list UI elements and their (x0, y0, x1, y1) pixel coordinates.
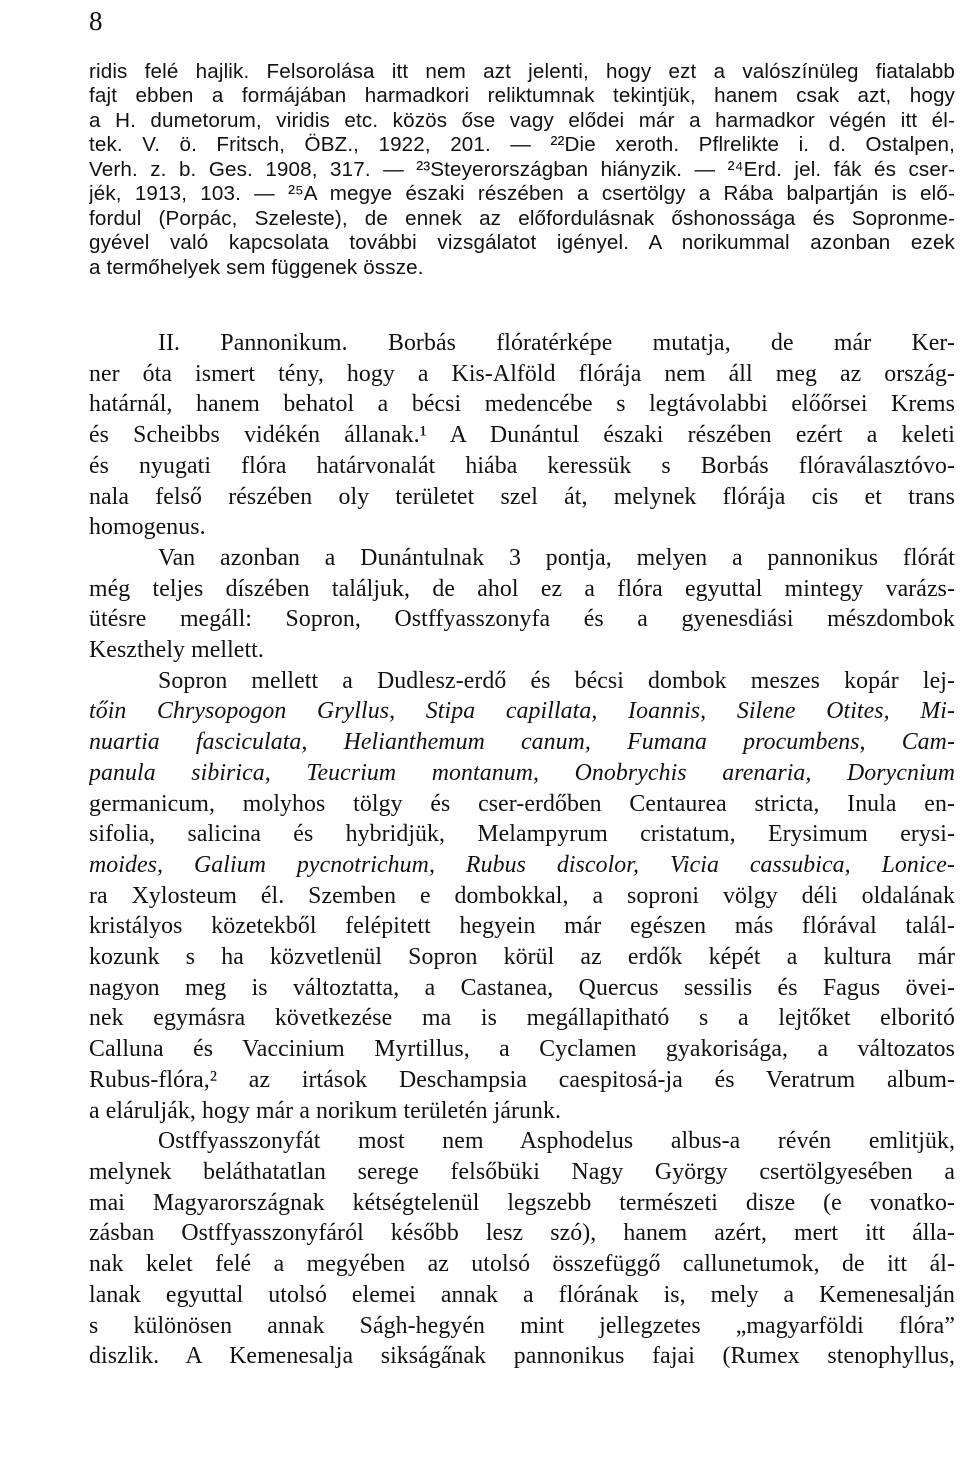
body-line: tőin Chrysopogon Gryllus, Stipa capillata, Ioannis, Silene Otites, Mi- (89, 698, 955, 725)
footnote-line: jék, 1913, 103. — ²⁵A megye északi részében a csertölgy a Rába balpartján is elő- (89, 182, 955, 206)
body-line: moides, Galium pycnotrichum, Rubus discolor, Vicia cassubica, Lonice- (89, 851, 955, 878)
body-line: és Scheibbs vidékén állanak.¹ A Dunántul északi részében ezért a keleti (89, 422, 955, 449)
body-line: kristályos közetekből felépitett hegyein már egészen más flórával talál- (89, 913, 955, 940)
main-text (89, 328, 955, 1372)
body-line: melynek beláthatatlan serege felsőbüki Nagy György csertölgyesében a (89, 1158, 955, 1185)
body-line: s különösen annak Ságh-hegyén mint jellegzetes „magyarföldi flóra” (89, 1312, 955, 1339)
body-line: nek egymásra következése ma is megállapitható s a lejtőket elboritó (89, 1005, 955, 1032)
footnote-line: a termőhelyek sem függenek össze. (89, 255, 424, 279)
body-line: Keszthely mellett. (89, 637, 264, 664)
body-line: Van azonban a Dunántulnak 3 pontja, melyen a pannonikus flórát (158, 544, 955, 571)
body-line: ütésre megáll: Sopron, Ostffyasszonyfa és a gyenesdiási mészdombok (89, 606, 955, 633)
body-line: germanicum, molyhos tölgy és cser-erdőben Centaurea stricta, Inula en- (89, 790, 955, 817)
body-line: Rubus-flóra,² az irtások Deschampsia caespitosá-ja és Veratrum album- (89, 1066, 955, 1093)
body-line: nuartia fasciculata, Helianthemum canum, Fumana procumbens, Cam- (89, 729, 955, 756)
body-line: nak kelet felé a megyében az utolsó összefüggő callunetumok, de itt ál- (89, 1251, 955, 1278)
footnote-line: fordul (Porpác, Szeleste), de ennek az előfordulásnak őshonossága és Sopronme- (89, 206, 955, 230)
body-line: Sopron mellett a Dudlesz-erdő és bécsi dombok meszes kopár lej- (158, 667, 955, 694)
body-line: és nyugati flóra határvonalát hiába keressük s Borbás flóraválasztóvo- (89, 452, 955, 479)
body-line: nagyon meg is változtatta, a Castanea, Quercus sessilis és Fagus övei- (89, 974, 955, 1001)
body-line: panula sibirica, Teucrium montanum, Onobrychis arenaria, Dorycnium (89, 759, 955, 786)
body-line: mai Magyarországnak kétségtelenül legszebb természeti disze (e vonatko- (89, 1189, 955, 1216)
footnote-line: gyével való kapcsolata további vizsgálatot igényel. A norikummal azonban ezek (89, 231, 955, 255)
footnote-line: ridis felé hajlik. Felsorolása itt nem azt jelenti, hogy ezt a valószínüleg fiatalabb (89, 60, 955, 83)
footnote-line: fajt ebben a formájában harmadkori reliktumnak tekintjük, hanem csak azt, hogy (89, 84, 955, 108)
body-line: zásban Ostffyasszonyfáról később lesz szó), hanem azért, mert itt álla- (89, 1220, 955, 1247)
footnote-line: tek. V. ö. Fritsch, ÖBZ., 1922, 201. — ²²Die xeroth. Pflrelikte i. d. Ostalpen, (89, 133, 955, 157)
footnotes (89, 60, 955, 280)
body-line: a elárulják, hogy már a norikum területén járunk. (89, 1097, 562, 1124)
body-line: sifolia, salicina és hybridjük, Melampyrum cristatum, Erysimum erysi- (89, 821, 955, 848)
body-line: kozunk s ha közvetlenül Sopron körül az erdők képét a kultura már (89, 944, 955, 971)
body-line: határnál, hanem behatol a bécsi medencébe s legtávolabbi előőrsei Krems (89, 391, 955, 418)
body-line: ner óta ismert tény, hogy a Kis-Alföld flórája nem áll meg az ország- (89, 360, 955, 387)
body-line: Calluna és Vaccinium Myrtillus, a Cyclamen gyakorisága, a változatos (89, 1036, 955, 1063)
body-line: nala felső részében oly területet szel át, melynek flórája cis et trans (89, 483, 955, 510)
page-number: 8 (89, 6, 103, 36)
section-heading-line: II. Pannonikum. Borbás flóratérképe mutatja, de már Ker- (158, 330, 955, 356)
body-line: lanak egyuttal utolsó elemei annak a flórának is, mely a Kemenesalján (89, 1281, 955, 1308)
body-line: Ostffyasszonyfát most nem Asphodelus albus-a révén emlitjük, (158, 1128, 955, 1155)
footnote-line: a H. dumetorum, viridis etc. közös őse vagy elődei már a harmadkor végén itt él- (89, 108, 955, 132)
body-line: diszlik. A Kemenesalja siksága̋nak pannonikus fajai (Rumex stenophyllus, (89, 1343, 955, 1370)
body-line: ra Xylosteum él. Szemben e dombokkal, a soproni völgy déli oldalának (89, 882, 955, 909)
body-line: még teljes díszében találjuk, de ahol ez a flóra egyuttal mintegy varázs- (89, 575, 955, 602)
footnote-line: Verh. z. b. Ges. 1908, 317. — ²³Steyerországban hiányzik. — ²⁴Erd. jel. fák és cser- (89, 157, 955, 181)
body-line: homogenus. (89, 514, 206, 541)
